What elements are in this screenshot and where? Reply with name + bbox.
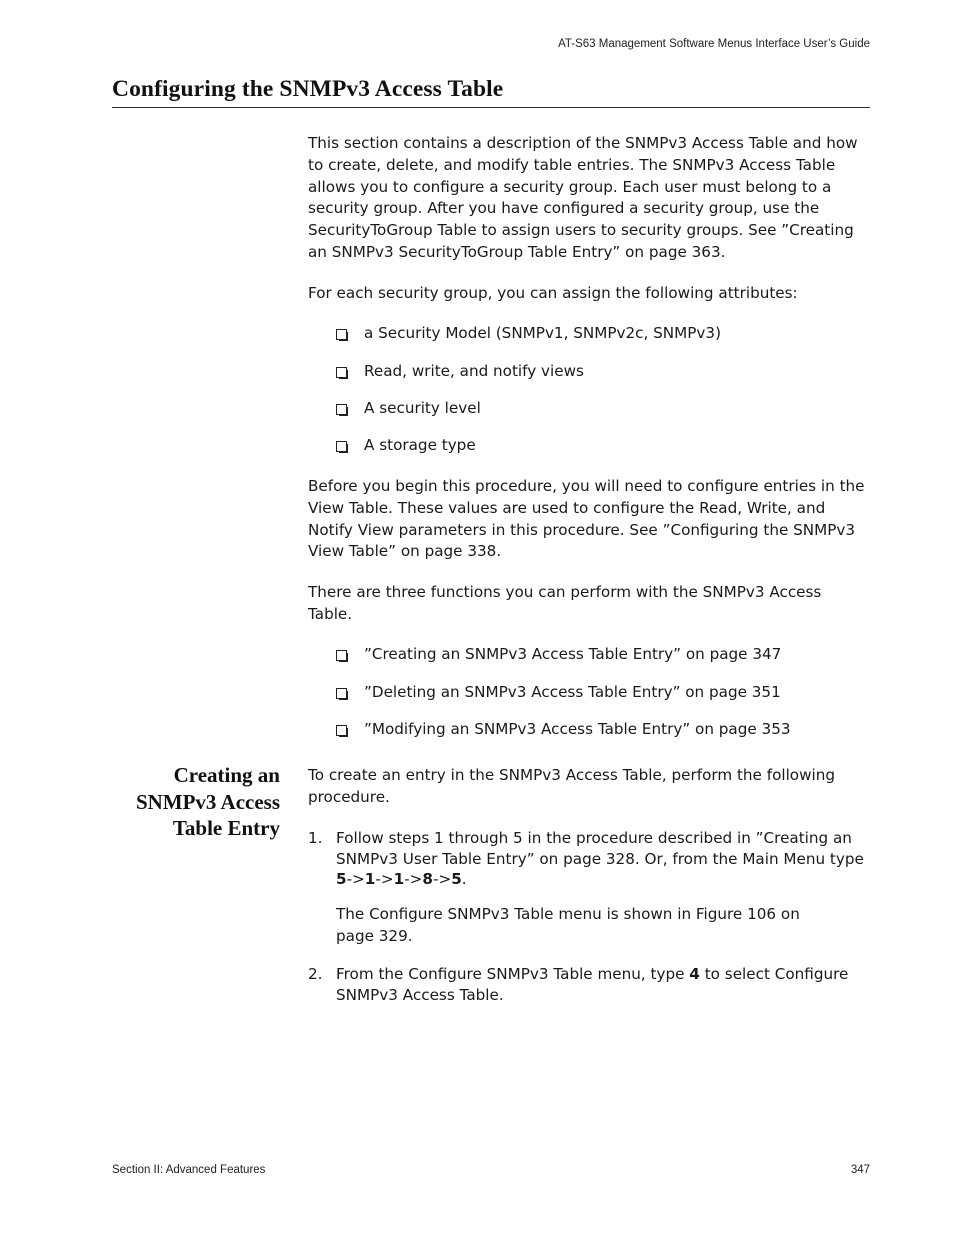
intro-paragraph: This section contains a description of the SNMPv3 Access Table and how to create, delete, and modify table entries. The SNMPv3 Access Table allows you to configure a security group. Each user must belong to a security group. After you have configured a security group, use the SecurityToGroup Table to assign users to security groups. See ”Creating an SNMPv3 SecurityToGroup Table Entry” on page 363. <box>308 134 858 261</box>
checkbox-bullet-icon <box>336 688 347 699</box>
menu-key: 5 <box>336 870 347 888</box>
checkbox-bullet-icon <box>336 404 347 415</box>
checkbox-bullet-icon <box>336 725 347 736</box>
attribute-list-item: A storage type <box>336 435 866 457</box>
menu-key: 5 <box>451 870 462 888</box>
attribute-list-item: a Security Model (SNMPv1, SNMPv2c, SNMPv3) <box>336 323 866 345</box>
before-paragraph: Before you begin this procedure, you will need to configure entries in the View Table. These values are used to configure the Read, Write, and Notify View parameters in this procedure. See ”Configuring the SNMPv3 View Table” on page 338. <box>308 477 865 561</box>
step-1-note: The Configure SNMPv3 Table menu is shown in Figure 106 on page 329. <box>336 905 800 945</box>
menu-key: 4 <box>689 965 700 983</box>
attribute-list-item: Read, write, and notify views <box>336 361 866 383</box>
footer-section-label: Section II: Advanced Features <box>112 1164 266 1176</box>
step-2: 2. From the Configure SNMPv3 Table menu, type 4 to select Configure SNMPv3 Access Table. <box>308 965 849 1004</box>
checkbox-bullet-icon <box>336 329 347 340</box>
subsection-intro: To create an entry in the SNMPv3 Access Table, perform the following procedure. <box>308 766 836 806</box>
subsection-heading: Creating an SNMPv3 Access Table Entry <box>135 763 280 840</box>
function-link-item[interactable]: ”Creating an SNMPv3 Access Table Entry” on page 347 <box>336 644 866 666</box>
page-number: 347 <box>850 1164 870 1176</box>
checkbox-bullet-icon <box>336 367 347 378</box>
checkbox-bullet-icon <box>336 441 347 452</box>
function-link-item[interactable]: ”Deleting an SNMPv3 Access Table Entry” on page 351 <box>336 682 866 704</box>
menu-key: 1 <box>393 870 405 888</box>
function-link-item[interactable]: ”Modifying an SNMPv3 Access Table Entry” on page 353 <box>336 719 866 741</box>
checkbox-bullet-icon <box>336 650 347 661</box>
menu-key: 8 <box>422 870 433 888</box>
running-header: AT-S63 Management Software Menus Interface User’s Guide <box>558 38 870 50</box>
step-1: 1. Follow steps 1 through 5 in the procedure described in ”Creating an SNMPv3 User Table Entry” on page 328. Or, from the Main Menu type 5->1->1->8->5. <box>308 829 864 888</box>
attribute-list-item: A security level <box>336 398 866 420</box>
attributes-intro: For each security group, you can assign the following attributes: <box>308 284 798 302</box>
functions-intro: There are three functions you can perform with the SNMPv3 Access Table. <box>308 583 822 623</box>
section-title: Configuring the SNMPv3 Access Table <box>112 76 870 108</box>
menu-key: 1 <box>364 870 376 888</box>
